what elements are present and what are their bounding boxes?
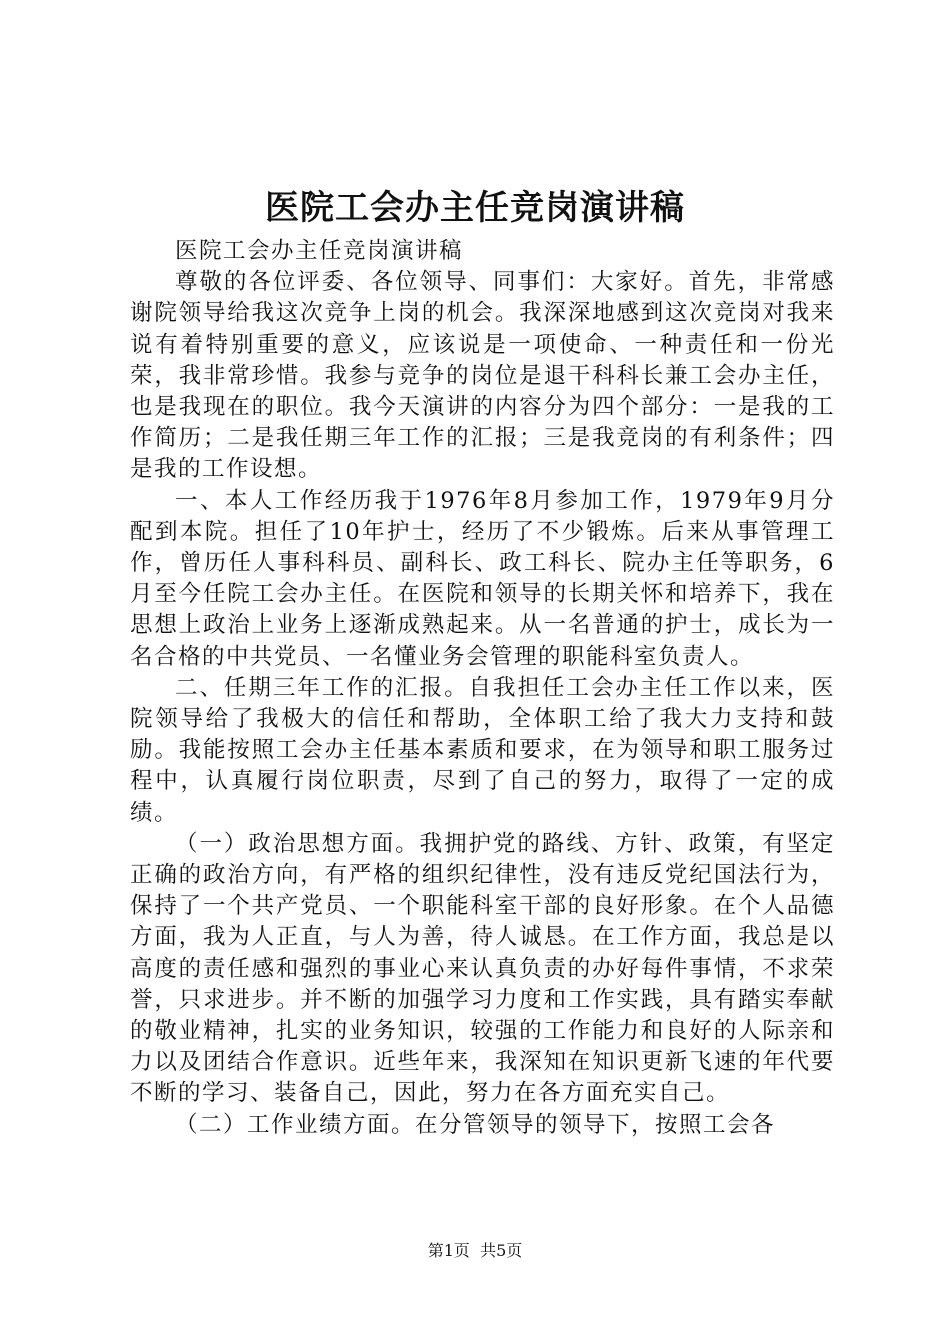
page-number: 第1页	[427, 1241, 470, 1260]
page-total: 共5页	[480, 1241, 523, 1260]
document-title: 医院工会办主任竞岗演讲稿	[265, 188, 685, 228]
paragraph-term-report: 二、任期三年工作的汇报。自我担任工会办主任工作以来，医院领导给了我极大的信任和帮助，全体职工给了我大力支持和鼓励。我能按照工会办主任基本素质和要求，在为领导和职工服务过程中，认真履行岗位职责，尽到了自己的努力，取得了一定的成绩。	[130, 674, 835, 826]
document-body	[130, 236, 835, 1141]
paragraph-greeting: 尊敬的各位评委、各位领导、同事们：大家好。首先，非常感谢院领导给我这次竞争上岗的机会。我深深地感到这次竞岗对我来说有着特别重要的意义，应该说是一项使命、一种责任和一份光荣，我非常珍惜。我参与竞争的岗位是退干科科长兼工会办主任，也是我现在的职位。我今天演讲的内容分为四个部分：一是我的工作简历；二是我任期三年工作的汇报；三是我竞岗的有利条件；四是我的工作设想。	[130, 269, 835, 483]
paragraph-performance: （二）工作业绩方面。在分管领导的领导下，按照工会各	[175, 1111, 776, 1138]
paragraph-political: （一）政治思想方面。我拥护党的路线、方针、政策，有坚定正确的政治方向，有严格的组织纪律性，没有违反党纪国法行为，保持了一个共产党员、一个职能科室干部的良好形象。在个人品德方面，我为人正直，与人为善，待人诚恳。在工作方面，我总是以高度的责任感和强烈的事业心来认真负责的办好每件事情，不求荣誉，只求进步。并不断的加强学习力度和工作实践，具有踏实奉献的敬业精神，扎实的业务知识，较强的工作能力和良好的人际亲和力以及团结合作意识。近些年来，我深知在知识更新飞速的年代要不断的学习、装备自己，因此，努力在各方面充实自己。	[130, 830, 835, 1107]
paragraph-subtitle: 医院工会办主任竞岗演讲稿	[175, 238, 464, 264]
page-footer	[0, 1240, 950, 1262]
paragraph-work-history: 一、本人工作经历我于1976年8月参加工作，1979年9月分配到本院。担任了10年护士，经历了不少锻炼。后来从事管理工作，曾历任人事科科员、副科长、政工科长、院办主任等职务，6月至今任院工会办主任。在医院和领导的长期关怀和培养下，我在思想上政治上业务上逐渐成熟起来。从一名普通的护士，成长为一名合格的中共党员、一名懂业务会管理的职能科室负责人。	[130, 487, 835, 670]
